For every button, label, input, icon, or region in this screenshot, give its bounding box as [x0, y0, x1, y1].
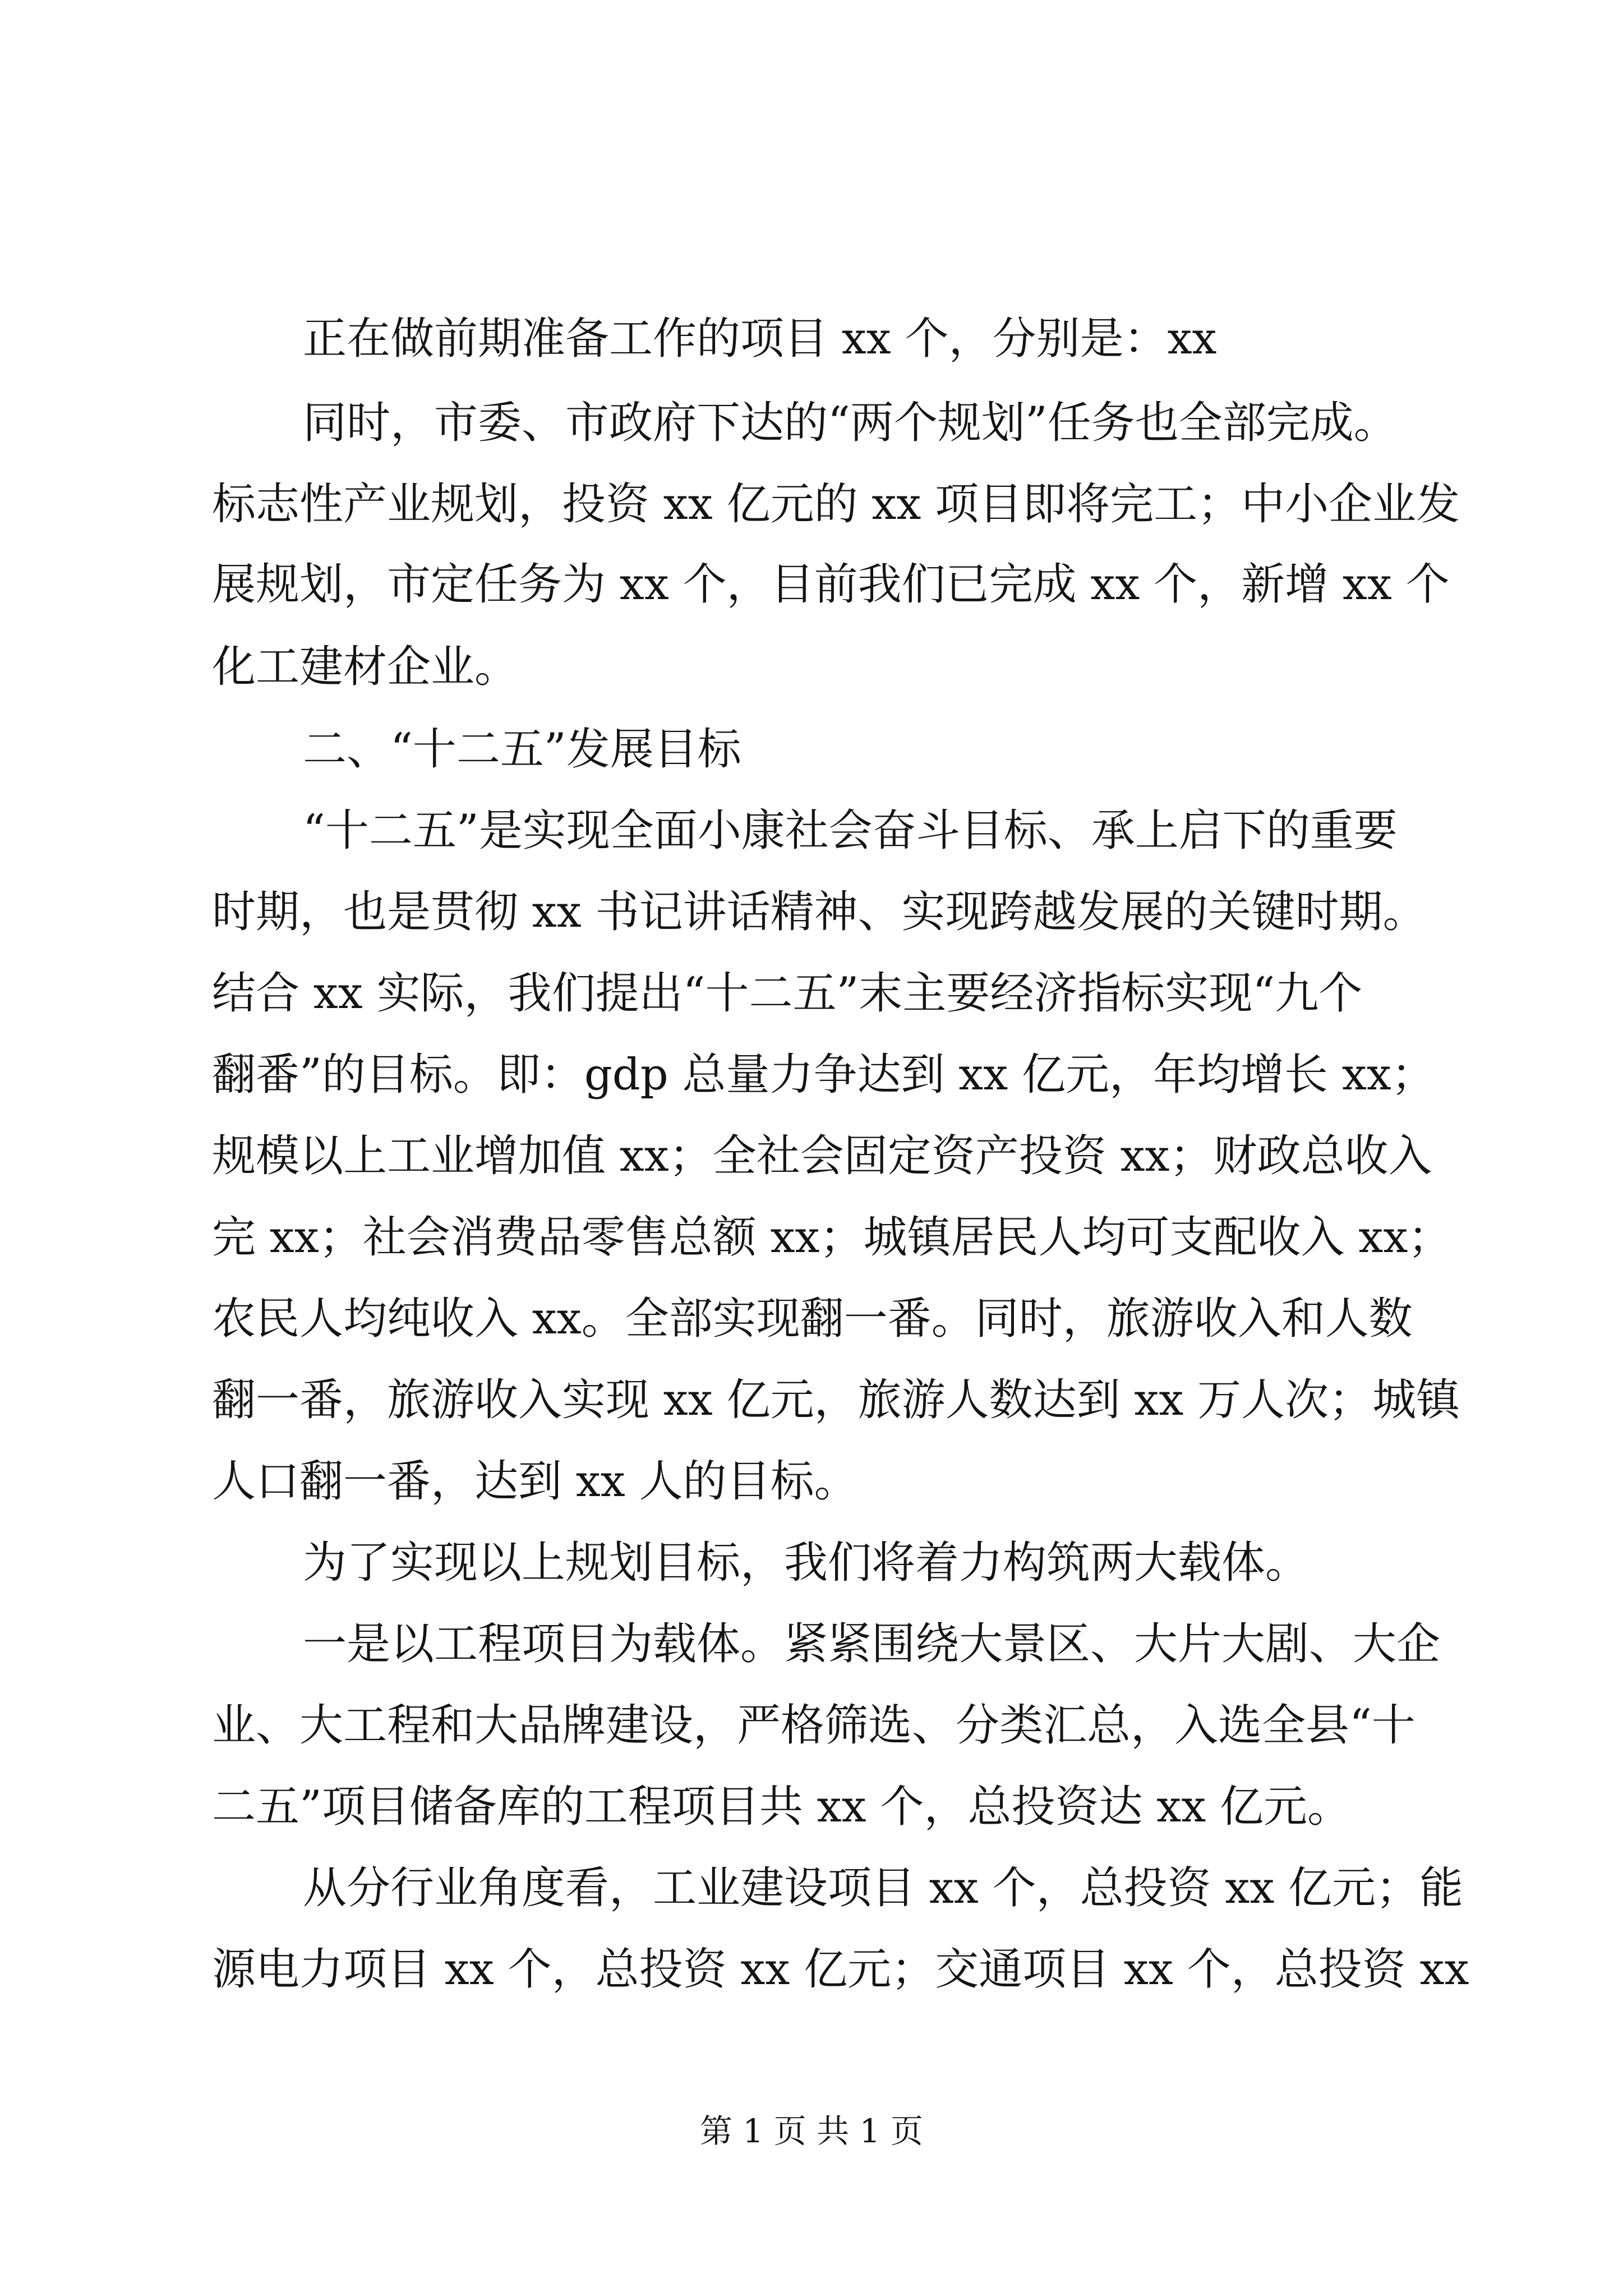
paragraph-line: 时期，也是贯彻 xx 书记讲话精神、实现跨越发展的关键时期。: [212, 887, 1427, 937]
paragraph-line: 标志性产业规划，投资 xx 亿元的 xx 项目即将完工；中小企业发: [212, 479, 1460, 530]
section-heading: 二、“十二五”发展目标: [303, 724, 741, 775]
paragraph-line: 规模以上工业增加值 xx；全社会固定资产投资 xx；财政总收入: [212, 1131, 1432, 1181]
paragraph-line: 农民人均纯收入 xx。全部实现翻一番。同时，旅游收入和人数: [212, 1294, 1413, 1344]
paragraph-line: 从分行业角度看，工业建设项目 xx 个，总投资 xx 亿元；能: [303, 1863, 1464, 1913]
paragraph-line: 二五”项目储备库的工程项目共 xx 个，总投资达 xx 亿元。: [212, 1782, 1352, 1832]
paragraph-line: 结合 xx 实际，我们提出“十二五”末主要经济指标实现“九个: [212, 968, 1363, 1019]
paragraph-line: 翻番”的目标。即：gdp 总量力争达到 xx 亿元，年均增长 xx；: [212, 1050, 1435, 1100]
paragraph-line: 一是以工程项目为载体。紧紧围绕大景区、大片大剧、大企: [303, 1619, 1441, 1669]
paragraph-line: 化工建材企业。: [212, 642, 519, 692]
paragraph-line: 业、大工程和大品牌建设，严格筛选、分类汇总，入选全县“十: [212, 1700, 1415, 1751]
paragraph-line: “十二五”是实现全面小康社会奋斗目标、承上启下的重要: [303, 806, 1398, 856]
paragraph-line: 翻一番，旅游收入实现 xx 亿元，旅游人数达到 xx 万人次；城镇: [212, 1375, 1460, 1425]
paragraph-line: 源电力项目 xx 个，总投资 xx 亿元；交通项目 xx 个，总投资 xx: [212, 1944, 1469, 1995]
paragraph-line: 展规划，市定任务为 xx 个，目前我们已完成 xx 个，新增 xx 个: [212, 559, 1450, 610]
paragraph-line: 同时，市委、市政府下达的“两个规划”任务也全部完成。: [303, 398, 1398, 448]
paragraph-line: 人口翻一番，达到 xx 人的目标。: [212, 1456, 858, 1507]
paragraph-line: 正在做前期准备工作的项目 xx 个，分别是：xx: [303, 314, 1217, 364]
paragraph-line: 完 xx；社会消费品零售总额 xx；城镇居民人均可支配收入 xx；: [212, 1212, 1452, 1263]
paragraph-line: 为了实现以上规划目标，我们将着力构筑两大载体。: [303, 1538, 1310, 1588]
page-footer: 第 1 页 共 1 页: [700, 2112, 923, 2150]
